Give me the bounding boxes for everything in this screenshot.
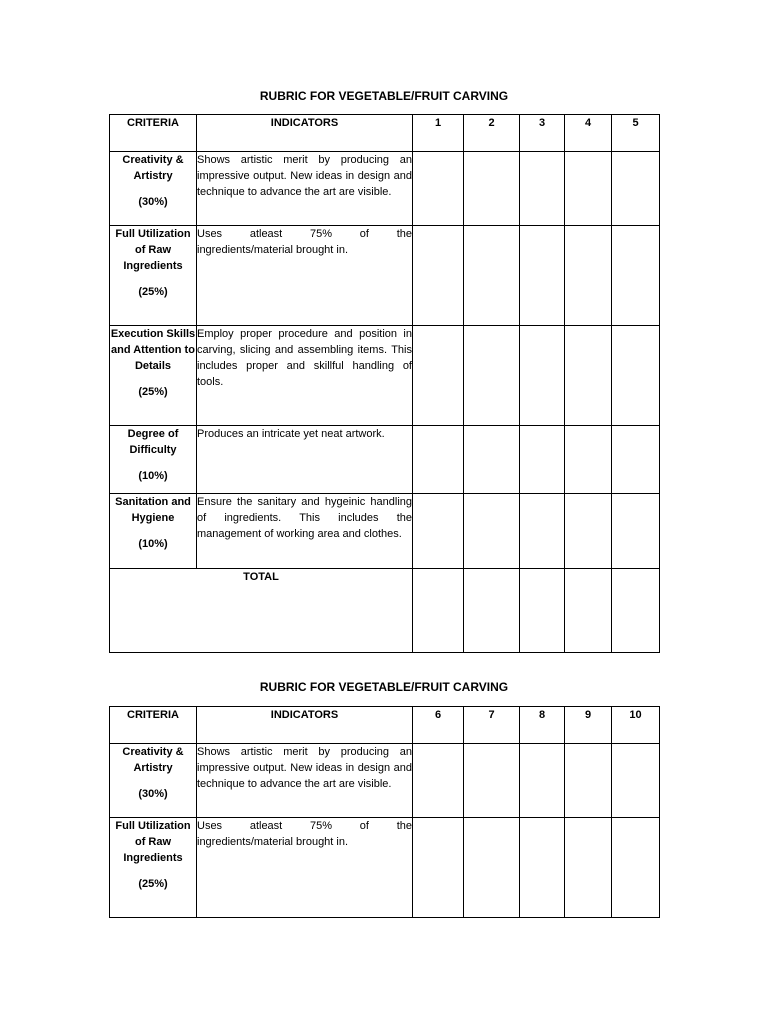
score-cell[interactable] (520, 326, 565, 426)
indicators-header: INDICATORS (197, 115, 413, 152)
criteria-row (110, 494, 660, 569)
score-header: 8 (520, 707, 565, 744)
indicator-cell: Employ proper procedure and position in carving, slicing and assembling items. This includes proper and skillful handling of tools. (197, 326, 413, 426)
score-cell[interactable] (612, 426, 660, 494)
score-cell[interactable] (612, 152, 660, 226)
score-cell[interactable] (413, 744, 464, 818)
total-score-cell[interactable] (464, 569, 520, 653)
score-header: 9 (565, 707, 612, 744)
score-cell[interactable] (413, 818, 464, 918)
criterion-cell (110, 494, 197, 569)
score-cell[interactable] (565, 226, 612, 326)
total-row (110, 569, 660, 653)
score-cell[interactable] (520, 426, 565, 494)
score-cell[interactable] (565, 494, 612, 569)
score-cell[interactable] (612, 226, 660, 326)
criterion-weight: (25%) (138, 286, 168, 298)
criteria-row (110, 818, 660, 918)
score-cell[interactable] (464, 744, 520, 818)
indicators-header: INDICATORS (197, 707, 413, 744)
score-cell[interactable] (464, 494, 520, 569)
score-header: 10 (612, 707, 660, 744)
total-score-cell[interactable] (612, 569, 660, 653)
criterion-label: Full Utilization of Raw Ingredients (115, 228, 191, 272)
score-cell[interactable] (565, 818, 612, 918)
criterion-label: Creativity & Artistry (122, 154, 184, 182)
total-score-cell[interactable] (565, 569, 612, 653)
total-score-cell[interactable] (520, 569, 565, 653)
score-cell[interactable] (464, 226, 520, 326)
score-cell[interactable] (464, 326, 520, 426)
criteria-row (110, 744, 660, 818)
score-cell[interactable] (520, 818, 565, 918)
criterion-label: Creativity & Artistry (122, 746, 184, 774)
score-cell[interactable] (612, 494, 660, 569)
criterion-weight: (30%) (138, 788, 168, 800)
indicator-cell: Produces an intricate yet neat artwork. (197, 426, 413, 494)
rubric-table (109, 114, 660, 653)
criterion-weight: (10%) (138, 470, 168, 482)
score-cell[interactable] (612, 326, 660, 426)
criterion-weight: (25%) (138, 386, 168, 398)
score-cell[interactable] (464, 818, 520, 918)
indicator-cell: Ensure the sanitary and hygeinic handling of ingredients. This includes the management of working area and clothes. (197, 494, 413, 569)
total-label: TOTAL (110, 569, 413, 653)
score-cell[interactable] (565, 426, 612, 494)
rubric-table (109, 706, 660, 918)
score-cell[interactable] (565, 326, 612, 426)
score-header: 2 (464, 115, 520, 152)
criterion-weight: (30%) (138, 196, 168, 208)
criterion-cell (110, 226, 197, 326)
rubric-title: RUBRIC FOR VEGETABLE/FRUIT CARVING (259, 680, 509, 694)
criterion-label: Sanitation and Hygiene (115, 496, 191, 524)
score-cell[interactable] (565, 152, 612, 226)
total-score-cell[interactable] (413, 569, 464, 653)
score-cell[interactable] (612, 744, 660, 818)
criterion-cell (110, 326, 197, 426)
score-header: 5 (612, 115, 660, 152)
indicator-cell: Shows artistic merit by producing an impressive output. New ideas in design and technique to advance the art are visible. (197, 744, 413, 818)
criteria-row (110, 326, 660, 426)
score-cell[interactable] (464, 152, 520, 226)
score-cell[interactable] (612, 818, 660, 918)
criterion-cell (110, 152, 197, 226)
score-header: 6 (413, 707, 464, 744)
criterion-weight: (10%) (138, 538, 168, 550)
criterion-label: Execution Skills and Attention to Details (110, 328, 196, 372)
score-header: 4 (565, 115, 612, 152)
criteria-header: CRITERIA (110, 115, 197, 152)
criteria-header: CRITERIA (110, 707, 197, 744)
score-cell[interactable] (520, 152, 565, 226)
score-cell[interactable] (565, 744, 612, 818)
header-row (110, 115, 660, 152)
score-cell[interactable] (413, 152, 464, 226)
rubric-title: RUBRIC FOR VEGETABLE/FRUIT CARVING (259, 89, 509, 103)
score-cell[interactable] (520, 494, 565, 569)
criterion-weight: (25%) (138, 878, 168, 890)
score-cell[interactable] (413, 326, 464, 426)
score-header: 3 (520, 115, 565, 152)
score-header: 7 (464, 707, 520, 744)
score-cell[interactable] (464, 426, 520, 494)
score-cell[interactable] (520, 226, 565, 326)
criterion-cell (110, 818, 197, 918)
score-cell[interactable] (520, 744, 565, 818)
criterion-cell (110, 426, 197, 494)
score-cell[interactable] (413, 494, 464, 569)
indicator-cell: Uses atleast 75% of the ingredients/material brought in. (197, 818, 413, 918)
header-row (110, 707, 660, 744)
score-cell[interactable] (413, 226, 464, 326)
criteria-row (110, 226, 660, 326)
criterion-label: Degree of Difficulty (127, 428, 179, 456)
score-header: 1 (413, 115, 464, 152)
indicator-cell: Uses atleast 75% of the ingredients/material brought in. (197, 226, 413, 326)
indicator-cell: Shows artistic merit by producing an impressive output. New ideas in design and technique to advance the art are visible. (197, 152, 413, 226)
criteria-row (110, 426, 660, 494)
criterion-cell (110, 744, 197, 818)
criterion-label: Full Utilization of Raw Ingredients (115, 820, 191, 864)
criteria-row (110, 152, 660, 226)
score-cell[interactable] (413, 426, 464, 494)
